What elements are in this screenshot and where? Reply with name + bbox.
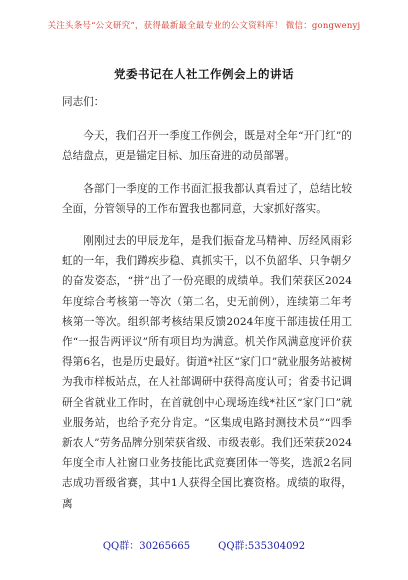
header-banner: 关注头条号“公文研究”，获得最新最全最专业的公文资料库！ 微信：gongwenyj [47,21,361,31]
document-title: 党委书记在人社工作例会上的讲话 [114,67,294,81]
footer-qq-group-1: QQ群：30265665 [102,541,191,552]
document-body [62,92,352,514]
salutation: 同志们： [62,96,105,108]
paragraph-3: 刚刚过去的甲辰龙年，是我们振奋龙马精神、厉经风雨彩虹的一年，我们蹲疾步稳、真抓实干，以不负韶华、只争朝夕的奋发姿态，“拼”出了一份亮眼的成绩单。我们荣获区2024年度综合考核第一等次（第二名，史无前例），连续第二年考核第一等次。组织部考核结果反馈2024年度干部违拔任用工作“一报告两评议”所有项目均为满意。机关作风满意度评价获得第6名，也是历史最好。街道*社区“家门口”就业服务站被树为我市样板站点，在人社部调研中获得高度认可；省委书记调研全省就业工作时，在首就创中心现场连线*社区“家门口”就业服务站，也给予充分肯定。“区集成电路封测技术员”“四季新农人”劳务品牌分别荣获省级、市级表彰。我们还荣获2024年度全市人社窗口业务技能比武竞赛团体一等奖，选派2名同志成功晋级省赛，其中1人获得全国比赛资格。成绩的取得，离 [62,235,352,510]
paragraph-2: 各部门一季度的工作书面汇报我都认真看过了，总结比较全面，分管领导的工作布置我也都同意，大家抓好落实。 [62,182,352,215]
footer-qq-groups [0,537,408,552]
footer-qq-group-2: QQ群:535304092 [218,541,306,552]
paragraph-1: 今天，我们召开一季度工作例会，既是对全年“开门红”的总结盘点，更是锚定目标、加压奋进的动员部署。 [62,130,352,163]
